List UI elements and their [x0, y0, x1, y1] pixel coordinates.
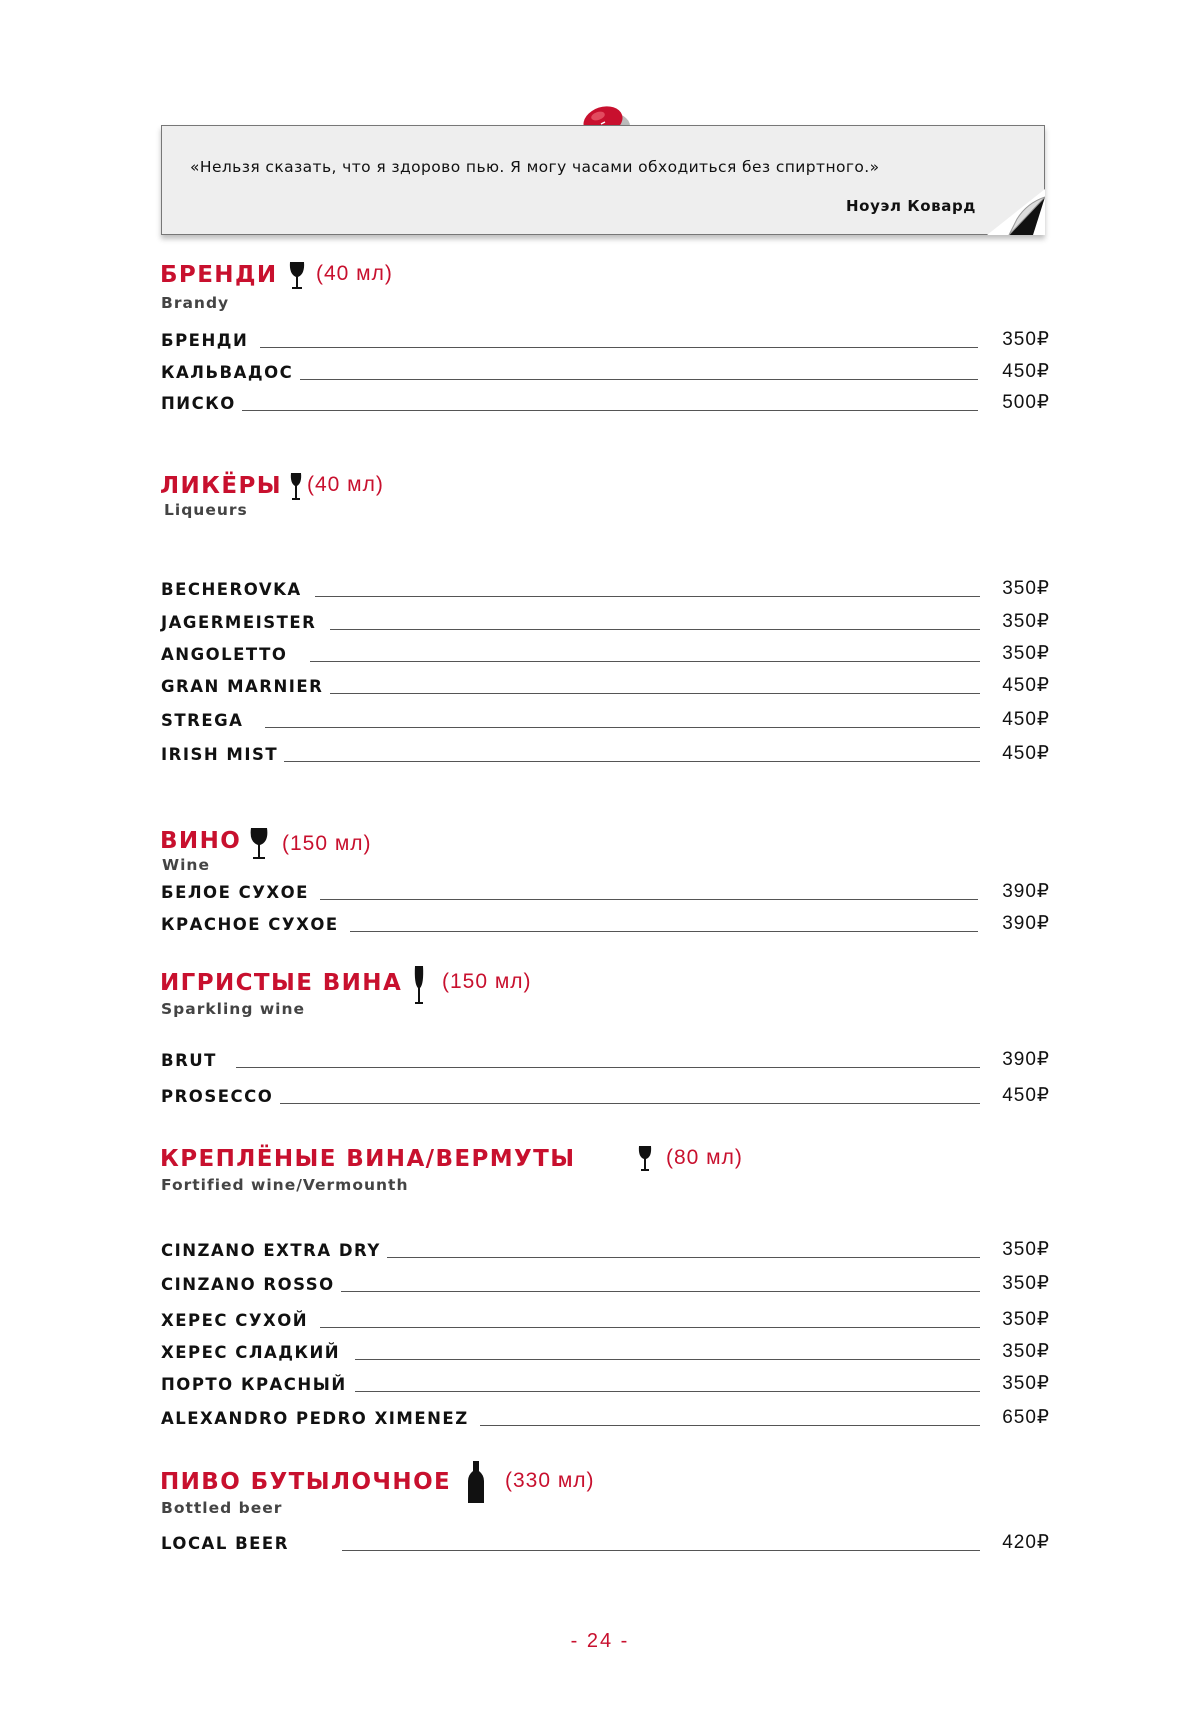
- item-price: 450₽: [1002, 1085, 1050, 1106]
- menu-item: [160, 1048, 1050, 1072]
- item-price: 420₽: [1002, 1532, 1050, 1553]
- quote-note: [161, 125, 1045, 235]
- section-wine: [160, 828, 1050, 934]
- menu-item: [160, 674, 1050, 698]
- section-fortified-wine: [160, 1146, 1050, 1428]
- item-price: 390₽: [1002, 913, 1050, 934]
- menu-item: [160, 328, 1050, 352]
- item-name: БРЕНДИ: [161, 331, 254, 350]
- quote-text: «Нельзя сказать, что я здорово пью. Я могу часами обходиться без спиртного.»: [190, 158, 880, 176]
- item-price: 450₽: [1002, 743, 1050, 764]
- section-volume: (330 мл): [505, 1469, 595, 1492]
- item-price: 450₽: [1002, 675, 1050, 696]
- section-sparkling-wine: [160, 970, 1050, 1106]
- menu-item: [160, 1238, 1050, 1262]
- section-volume: (40 мл): [316, 262, 393, 285]
- section-bottled-beer: [160, 1469, 1050, 1553]
- section-volume: (150 мл): [442, 970, 532, 993]
- section-title: ИГРИСТЫЕ ВИНА: [160, 970, 403, 996]
- menu-item: [160, 360, 1050, 384]
- beer-bottle-icon: [466, 1459, 486, 1505]
- item-price: 350₽: [1002, 611, 1050, 632]
- champagne-flute-icon: [411, 964, 427, 1008]
- item-price: 350₽: [1002, 578, 1050, 599]
- item-name: ХЕРЕС СЛАДКИЙ: [161, 1343, 346, 1362]
- section-subtitle: Sparkling wine: [161, 1000, 306, 1018]
- item-price: 350₽: [1002, 1341, 1050, 1362]
- page-curl-icon: [987, 189, 1045, 235]
- item-name: КАЛЬВАДОС: [161, 363, 299, 382]
- item-name: КРАСНОЕ СУХОЕ: [161, 915, 345, 934]
- menu-item: [160, 642, 1050, 666]
- quote-author: Ноуэл Ковард: [846, 197, 976, 215]
- item-price: 350₽: [1002, 643, 1050, 664]
- liqueur-glass-icon: [288, 471, 304, 503]
- item-price: 350₽: [1002, 329, 1050, 350]
- menu-item: [160, 610, 1050, 634]
- menu-item: [160, 1308, 1050, 1332]
- item-name: БЕЛОЕ СУХОЕ: [161, 883, 315, 902]
- item-name: ХЕРЕС СУХОЙ: [161, 1311, 314, 1330]
- menu-item: [160, 391, 1050, 415]
- item-price: 650₽: [1002, 1407, 1050, 1428]
- section-title: ЛИКЁРЫ: [160, 473, 282, 499]
- section-title: КРЕПЛЁНЫЕ ВИНА/ВЕРМУТЫ: [160, 1146, 576, 1172]
- section-brandy: [160, 262, 1050, 413]
- section-title: ПИВО БУТЫЛОЧНОЕ: [160, 1469, 452, 1495]
- menu-item: [160, 880, 1050, 904]
- item-name: ANGOLETTO: [161, 645, 293, 664]
- item-name: PROSECCO: [161, 1087, 279, 1106]
- item-price: 500₽: [1002, 392, 1050, 413]
- wine-glass-icon: [636, 1144, 654, 1174]
- wine-glass-icon: [287, 260, 307, 292]
- item-name: IRISH MIST: [161, 745, 284, 764]
- item-price: 350₽: [1002, 1239, 1050, 1260]
- wine-glass-icon: [248, 826, 270, 862]
- item-price: 450₽: [1002, 709, 1050, 730]
- item-name: LOCAL BEER: [161, 1534, 295, 1553]
- item-price: 350₽: [1002, 1309, 1050, 1330]
- item-name: CINZANO ROSSO: [161, 1275, 341, 1294]
- page-number: - 24 -: [570, 1630, 630, 1652]
- section-subtitle: Fortified wine/Vermounth: [161, 1176, 409, 1194]
- section-subtitle: Brandy: [161, 294, 230, 312]
- menu-item: [160, 577, 1050, 601]
- menu-item: [160, 1340, 1050, 1364]
- item-price: 350₽: [1002, 1273, 1050, 1294]
- item-name: JAGERMEISTER: [161, 613, 322, 632]
- section-subtitle: Bottled beer: [161, 1499, 283, 1517]
- menu-item: [160, 708, 1050, 732]
- menu-item: [160, 1084, 1050, 1108]
- section-title: БРЕНДИ: [160, 262, 278, 288]
- section-title: ВИНО: [160, 828, 242, 854]
- item-price: 350₽: [1002, 1373, 1050, 1394]
- item-name: ALEXANDRO PEDRO XIMENEZ: [161, 1409, 475, 1428]
- section-liqueurs: [160, 473, 1050, 764]
- item-name: BRUT: [161, 1051, 223, 1070]
- section-volume: (40 мл): [307, 473, 384, 496]
- item-name: BECHEROVKA: [161, 580, 308, 599]
- menu-item: [160, 912, 1050, 936]
- item-name: CINZANO EXTRA DRY: [161, 1241, 387, 1260]
- item-price: 450₽: [1002, 361, 1050, 382]
- section-subtitle: Wine: [162, 856, 210, 874]
- section-volume: (150 мл): [282, 832, 372, 855]
- menu-item: [160, 1406, 1050, 1430]
- item-price: 390₽: [1002, 1049, 1050, 1070]
- menu-item: [160, 1372, 1050, 1396]
- item-name: GRAN MARNIER: [161, 677, 329, 696]
- menu-item: [160, 1531, 1050, 1555]
- section-volume: (80 мл): [666, 1146, 743, 1169]
- menu-item: [160, 1272, 1050, 1296]
- item-name: ПОРТО КРАСНЫЙ: [161, 1375, 353, 1394]
- item-name: ПИСКО: [161, 394, 242, 413]
- item-name: STREGA: [161, 711, 249, 730]
- menu-item: [160, 742, 1050, 766]
- section-subtitle: Liqueurs: [164, 501, 248, 519]
- item-price: 390₽: [1002, 881, 1050, 902]
